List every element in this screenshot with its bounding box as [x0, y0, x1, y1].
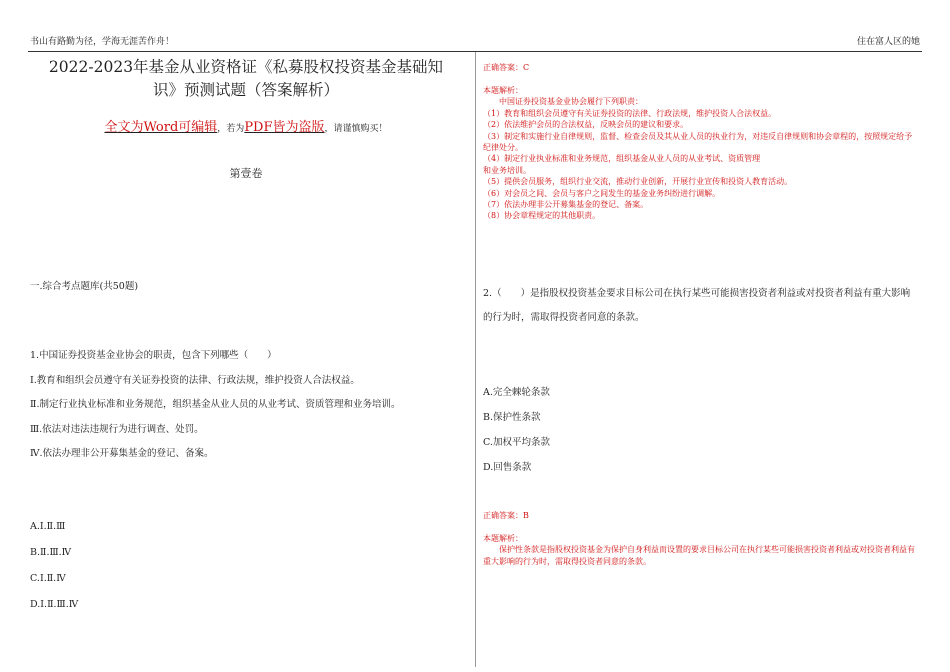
analysis-title: 本题解析： — [483, 533, 523, 543]
notice-caution: ，请谨慎购买！ — [324, 124, 388, 134]
statement-item: Ⅳ.依法办理非公开募集基金的登记、备案。 — [30, 448, 214, 459]
answer-1: 正确答案：C — [483, 63, 530, 72]
title-line-2: 识》预测试题（答案解析） — [152, 81, 339, 99]
left-column — [30, 56, 462, 610]
header-motto: 书山有路勤为径，学海无涯苦作舟！ — [30, 37, 175, 47]
copyright-notice — [30, 116, 462, 135]
analysis-line: （8）协会章程规定的其他职责。 — [483, 211, 601, 221]
right-column — [483, 62, 919, 567]
analysis-line: （1）教育和组织会员遵守有关证券投资的法律、行政法规，维护投资人合法权益。 — [483, 108, 777, 118]
option-b: B.Ⅱ.Ⅲ.Ⅳ — [30, 547, 72, 558]
statement-item: Ⅰ.教育和组织会员遵守有关证券投资的法律、行政法规，维护投资人合法权益。 — [30, 374, 360, 386]
analysis-line: （3）制定和实施行业自律规则，监督、检查会员及其从业人员的执业行为，对违反自律规则和协会章程的，按照规定给予纪律处分。 — [483, 131, 913, 153]
statement-item: Ⅲ.依法对违法违规行为进行调查、处罚。 — [30, 423, 204, 435]
analysis-title: 本题解析： — [483, 86, 523, 95]
option-a: A.完全棘轮条款 — [483, 386, 550, 398]
analysis-line: 和业务培训。 — [483, 165, 531, 175]
analysis-line: 中国证券投资基金业协会履行下列职责： — [483, 97, 643, 107]
statement-item: Ⅱ.制定行业执业标准和业务规范，组织基金从业人员的从业考试、资质管理和业务培训。 — [30, 399, 401, 410]
question-2-stem: 2.（ ）是指股权投资基金要求目标公司在执行某些可能损害投资者利益或对投资者利益有重大影响的行为时，需取得投资者同意的条款。 — [483, 287, 911, 323]
question-1 — [30, 344, 400, 467]
title-line-1: 2022-2023年基金从业资格证《私募股权投资基金基础知 — [48, 58, 444, 76]
notice-connector: ，若为 — [217, 124, 245, 134]
notice-pdf-warning: PDF皆为盗版 — [244, 120, 325, 135]
volume-label: 第壹卷 — [229, 167, 263, 180]
analysis-2 — [483, 533, 919, 567]
analysis-line: （2）依法维护会员的合法权益，反映会员的建议和要求。 — [483, 120, 689, 130]
section-heading: 一.综合考点题库(共50题) — [30, 281, 139, 292]
question-1-options — [30, 514, 78, 618]
analysis-text: 保护性条款是指股权投资基金为保护自身利益而设置的要求目标公司在执行某些可能损害投资者利益或对投资者利益有重大影响的行为时，需取得投资者同意的条款。 — [483, 545, 915, 566]
option-d: D.回售条款 — [483, 461, 532, 473]
option-b: B.保护性条款 — [483, 411, 541, 423]
answer-2: 正确答案：B — [483, 510, 529, 520]
column-divider — [475, 52, 476, 667]
question-stem: 1.中国证券投资基金业协会的职责，包含下列哪些（ ） — [30, 350, 277, 361]
analysis-line: （7）依法办理非公开募集基金的登记、备案。 — [483, 200, 649, 210]
page-title — [30, 56, 462, 102]
analysis-line: （5）提供会员服务，组织行业交流，推动行业创新，开展行业宣传和投资人教育活动。 — [483, 177, 793, 187]
option-a: A.Ⅰ.Ⅱ.Ⅲ — [30, 521, 66, 532]
notice-editable: 全文为Word可编辑 — [104, 120, 218, 135]
option-c: C.Ⅰ.Ⅱ.Ⅳ — [30, 573, 66, 584]
option-c: C.加权平均条款 — [483, 436, 550, 448]
analysis-line: （4）制定行业执业标准和业务规范，组织基金从业人员的从业考试、资质管理 — [483, 154, 761, 164]
header-author: 住在富人区的她 — [856, 37, 920, 47]
question-2-options — [483, 380, 919, 480]
analysis-1 — [483, 85, 919, 222]
option-d: D.Ⅰ.Ⅱ.Ⅲ.Ⅳ — [30, 599, 79, 610]
analysis-line: （6）对会员之间、会员与客户之间发生的基金业务纠纷进行调解。 — [483, 188, 721, 198]
